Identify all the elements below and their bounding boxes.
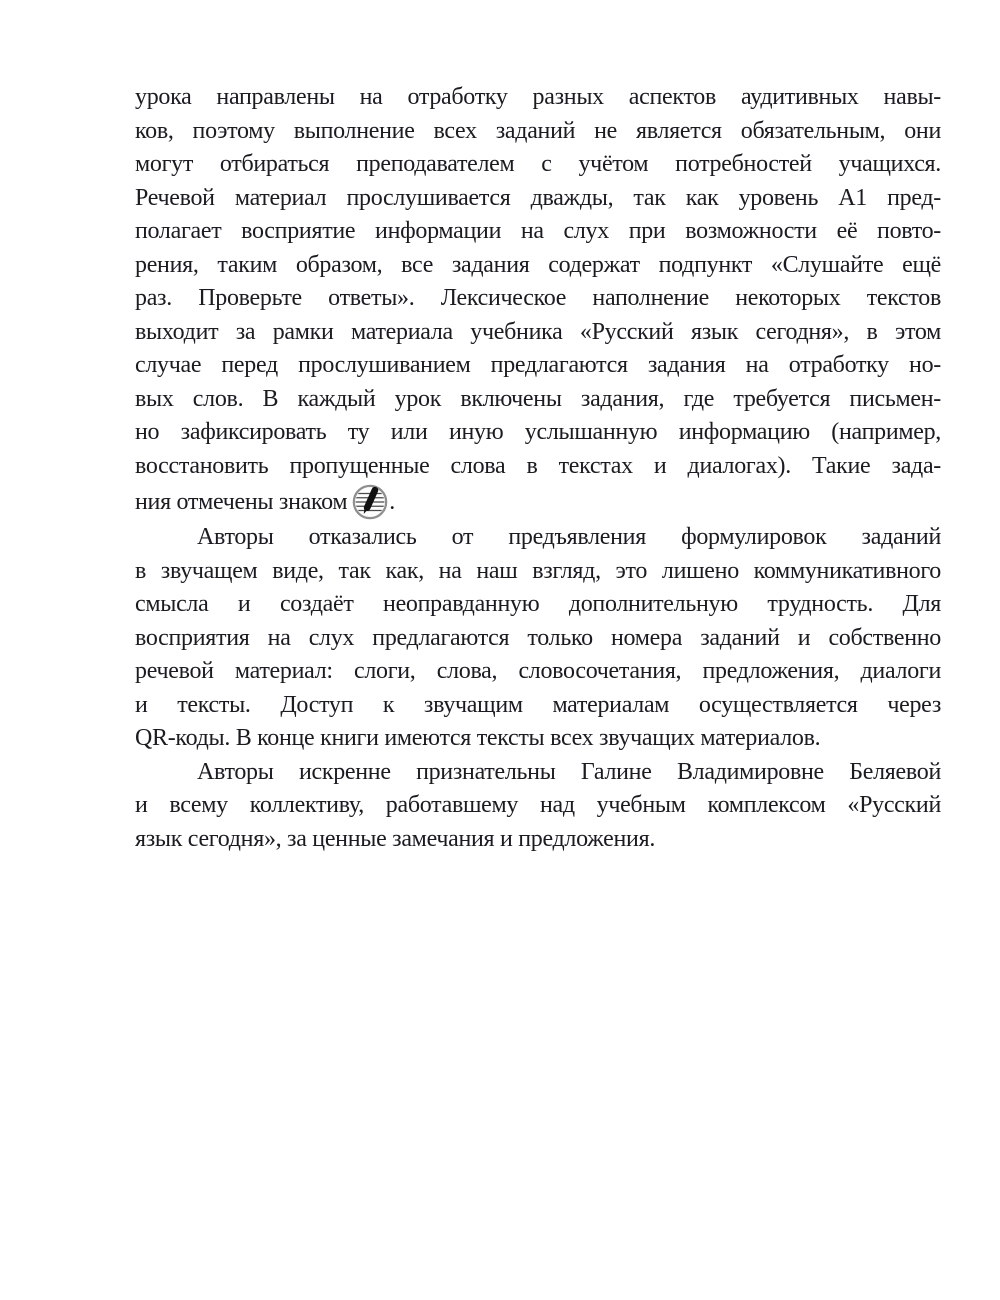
text-line: смысла и создаёт неоправданную дополнительную трудность. Для xyxy=(135,591,941,617)
text-line: и тексты. Доступ к звучащим материалам осуществляется через xyxy=(135,691,941,718)
text-block xyxy=(135,81,941,856)
text-line-last xyxy=(135,483,941,521)
text-line: полагает восприятие информации на слух при возможности её повто- xyxy=(135,218,941,244)
text-line: восприятия на слух предлагаются только номера заданий и собственно xyxy=(135,624,941,651)
text-line: Авторы отказались от предъявления формулировок заданий xyxy=(197,524,941,550)
paragraph-continuation xyxy=(135,81,941,521)
text-line-last xyxy=(135,722,941,756)
text-run: язык сегодня», за ценные замечания и предложения. xyxy=(135,825,656,852)
text-line: ков, поэтому выполнение всех заданий не является обязательным, они xyxy=(135,117,941,144)
text-line: выходит за рамки материала учебника «Русский язык сегодня», в этом xyxy=(135,318,941,345)
text-line: Авторы искренне признательны Галине Владимировне Беляевой xyxy=(197,758,941,785)
text-line: урока направлены на отработку разных аспектов аудитивных навы- xyxy=(135,84,941,110)
text-run: . xyxy=(389,489,395,515)
text-line: раз. Проверьте ответы». Лексическое наполнение некоторых текстов xyxy=(135,285,941,311)
pencil-writing-icon xyxy=(351,483,389,521)
text-run: ния отмечены знаком xyxy=(135,489,348,515)
text-run: QR-коды. В конце книги имеются тексты всех звучащих материалов. xyxy=(135,725,821,751)
paragraph-authors-rationale xyxy=(135,521,941,756)
text-line: восстановить пропущенные слова в текстах и диалогах). Такие зада- xyxy=(135,452,941,479)
paragraph-acknowledgements xyxy=(135,756,941,857)
text-line: Речевой материал прослушивается дважды, так как уровень А1 пред- xyxy=(135,184,941,211)
text-line: речевой материал: слоги, слова, словосочетания, предложения, диалоги xyxy=(135,658,941,684)
text-line: случае перед прослушиванием предлагаются задания на отработку но- xyxy=(135,352,941,378)
text-line-last xyxy=(135,823,941,857)
text-line: рения, таким образом, все задания содержат подпункт «Слушайте ещё xyxy=(135,251,941,278)
text-line: но зафиксировать ту или иную услышанную информацию (например, xyxy=(135,419,941,445)
text-line: и всему коллективу, работавшему над учебным комплексом «Русский xyxy=(135,792,941,818)
text-line: вых слов. В каждый урок включены задания, где требуется письмен- xyxy=(135,385,941,412)
text-line: в звучащем виде, так как, на наш взгляд, это лишено коммуникативного xyxy=(135,557,941,584)
text-line: могут отбираться преподавателем с учётом потребностей учащихся. xyxy=(135,151,941,177)
